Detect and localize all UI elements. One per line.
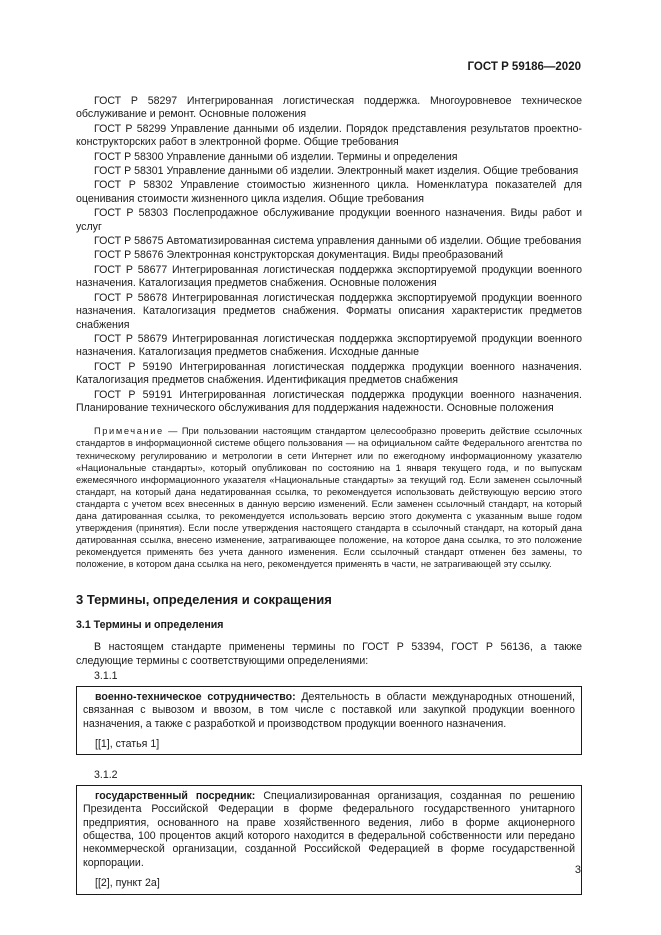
term-definition-box	[76, 686, 582, 756]
term-name: государственный посредник:	[95, 789, 256, 802]
reference-item: ГОСТ Р 58303 Послепродажное обслуживание продукции военного назначения. Виды работ и услуг	[76, 207, 582, 233]
reference-item: ГОСТ Р 58678 Интегрированная логистическая поддержка экспортируемой продукции военного назначения. Каталогизация предметов снабжения. Форматы описания характеристик предметов снабжения	[76, 291, 582, 331]
term-source: [[2], пункт 2а]	[95, 877, 160, 890]
reference-item: ГОСТ Р 58300 Управление данными об изделии. Термины и определения	[94, 150, 458, 163]
note-paragraph	[76, 425, 582, 570]
section-title: 3 Термины, определения и сокращения	[76, 592, 332, 608]
reference-item: ГОСТ Р 59191 Интегрированная логистическая поддержка продукции военного назначения. Планирование технического обслуживания для поддержания надежности. Основные положения	[76, 388, 582, 414]
term-definition-box	[76, 785, 582, 895]
reference-item: ГОСТ Р 58677 Интегрированная логистическая поддержка экспортируемой продукции военного назначения. Каталогизация предметов снабжения. Основные положения	[76, 263, 582, 290]
note-text: — При пользовании настоящим стандартом целесообразно проверить действие ссылочных стандартов в информационной системе общего пользования — на официальном сайте Федерального агентства по техническому регулированию и метрологии в сети Интернет или по ежегодному информационному указателю «Национальные стандарты», который опубликован по состоянию на 1 января текущего года, и по выпускам ежемесячного информационного указателя «Национальные стандарты» за текущий год. Если заменен ссылочный стандарт, на который дана недатированная ссылка, то рекомендуется использовать действующую версию этого стандарта с учетом всех внесенных в данную версию изменений. Если заменен ссылочный стандарт, на который дана датированная ссылка, то рекомендуется использовать версию этого документа с указанным выше годом утверждения (принятия). Если после утверждения настоящего стандарта в ссылочный стандарт, на который дана датированная ссылка, внесено изменение, затрагивающее положение, на которое дана ссылка, то это положение рекомендуется применять без учета данного изменения. Если ссылочный стандарт отменен без замены, то положение, в котором дана ссылка на него, рекомендуется применять в части, не затрагивающей эту ссылку.	[76, 426, 582, 570]
reference-item: ГОСТ Р 59190 Интегрированная логистическая поддержка продукции военного назначения. Каталогизация предметов снабжения. Идентификация предметов снабжения	[76, 360, 582, 387]
term-number: 3.1.1	[94, 670, 118, 683]
term-definition	[83, 790, 575, 870]
reference-item: ГОСТ Р 58299 Управление данными об изделии. Порядок представления результатов проектно-конструкторских работ в электронной форме. Общие требования	[76, 122, 582, 149]
section-intro: В настоящем стандарте применены термины по ГОСТ Р 53394, ГОСТ Р 56136, а также следующие термины с соответствующими определениями:	[76, 641, 582, 667]
term-name: военно-техническое сотрудничество:	[95, 690, 296, 703]
subsection-title: 3.1 Термины и определения	[76, 619, 224, 632]
reference-item: ГОСТ Р 58301 Управление данными об изделии. Электронный макет изделия. Общие требования	[94, 165, 579, 178]
reference-item: ГОСТ Р 58676 Электронная конструкторская документация. Виды преобразований	[94, 249, 504, 262]
term-definition	[83, 691, 575, 731]
reference-item: ГОСТ Р 58297 Интегрированная логистическая поддержка. Многоуровневое техническое обслуживание и ремонт. Основные положения	[76, 95, 582, 121]
page-content	[76, 95, 582, 895]
page-number: 3	[574, 864, 581, 876]
term-number: 3.1.2	[94, 769, 118, 782]
term-source: [[1], статья 1]	[95, 737, 160, 750]
note-label: Примечание	[94, 426, 164, 437]
term-definition-text: Специализированная организация, созданная по решению Президента Российской Федерации в форме федерального государственного унитарного предприятия, основанного на праве хозяйственного ведения, либо в форме акционерного общества, 100 процентов акций которого находится в федеральной собственности или передано некоммерческой организации, созданной Российской Федерацией в форме государственной корпорации.	[83, 789, 575, 869]
term-definition-text: Деятельность в области международных отношений, связанная с вывозом и ввозом, в том числе с поставкой или закупкой продукции военного назначения, а также с разработкой и производством продукции военного назначения.	[83, 690, 575, 730]
reference-item: ГОСТ Р 58679 Интегрированная логистическая поддержка экспортируемой продукции военного назначения. Каталогизация предметов снабжения. Исходные данные	[76, 332, 582, 359]
reference-item: ГОСТ Р 58675 Автоматизированная система управления данными об изделии. Общие требования	[94, 235, 582, 248]
document-code-header: ГОСТ Р 59186—2020	[467, 61, 581, 73]
reference-item: ГОСТ Р 58302 Управление стоимостью жизненного цикла. Номенклатура показателей для оценивания стоимости жизненного цикла изделия. Общие требования	[76, 179, 582, 205]
